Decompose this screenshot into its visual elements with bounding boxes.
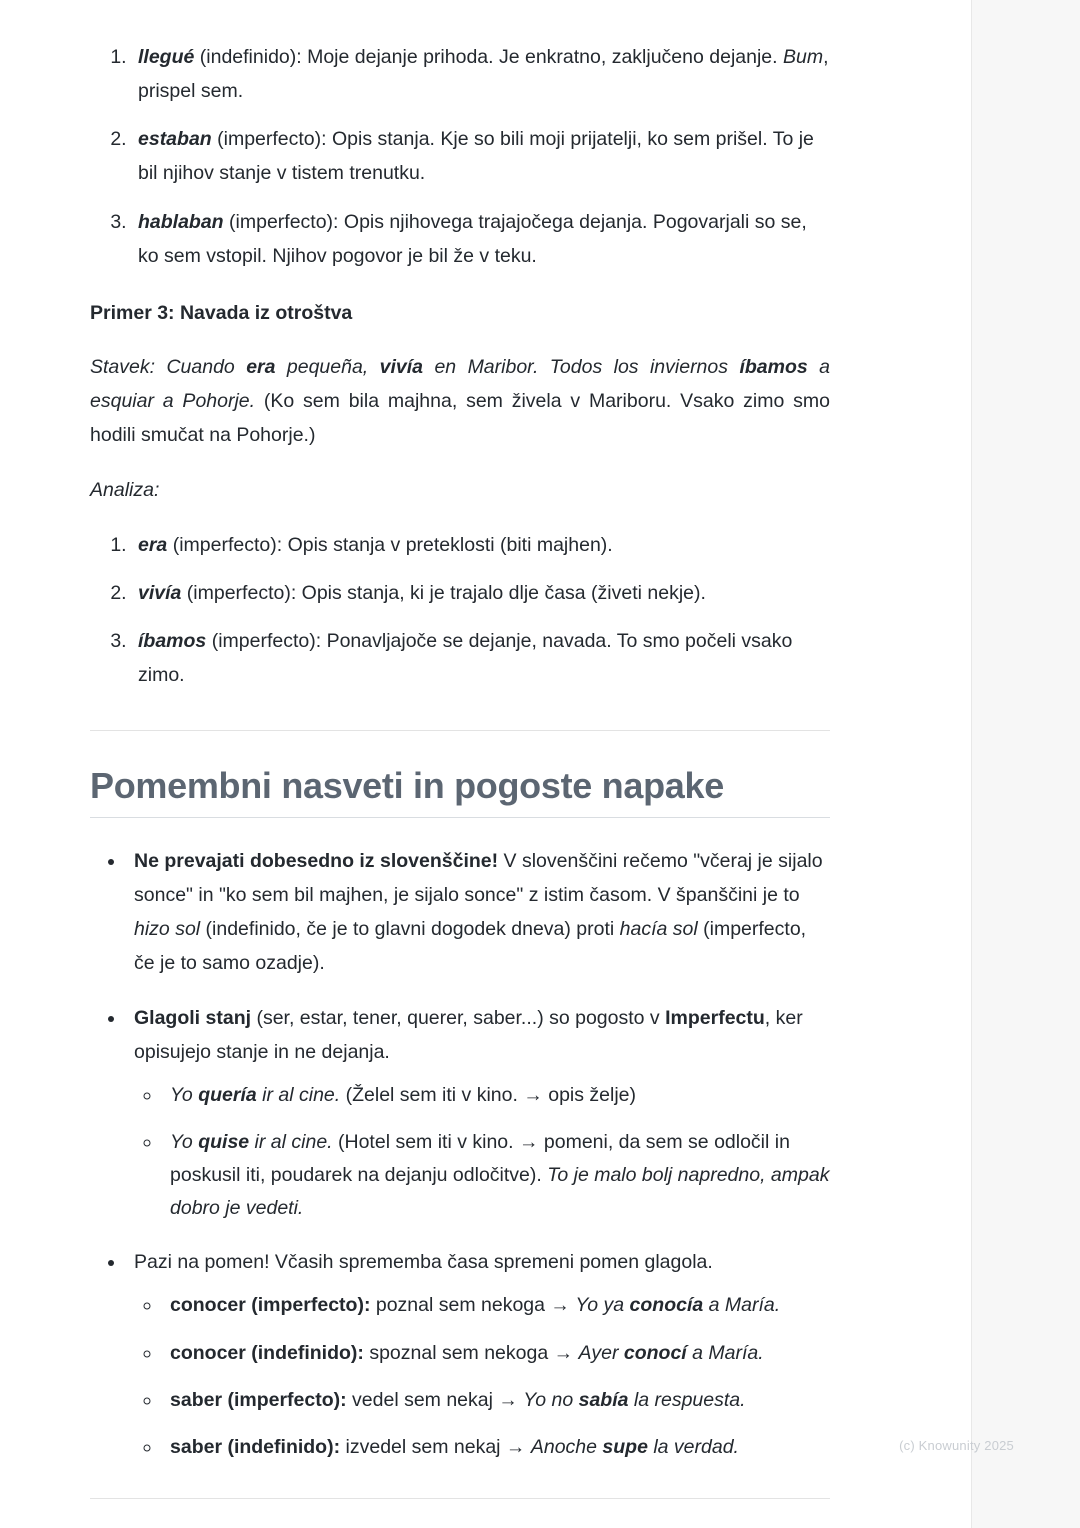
tip-text-part1: V slovenščini rečemo "včeraj je sijalo sonce" in "ko sem bil majhen, je sijalo sonce" z istim časom. V španščini je to <box>134 850 823 907</box>
verb-example-tail: , prispel sem. <box>138 46 829 103</box>
primer3-heading: Primer 3: Navada iz otroštva <box>90 301 353 324</box>
example-label: conocer (imperfecto): <box>170 1294 371 1317</box>
analysis-list-primer2 <box>90 40 830 273</box>
example-label: conocer (indefinido): <box>170 1341 364 1364</box>
example-translation: (Želel sem iti v kino. → opis želje) <box>340 1083 637 1106</box>
example-suffix: ir al cine. <box>249 1130 333 1153</box>
example-suffix: a María. <box>703 1294 781 1317</box>
sentence-mid2: en Maribor. Todos los inviernos <box>423 356 740 378</box>
list-item <box>132 205 830 273</box>
verb-tense: (imperfecto): <box>186 581 297 604</box>
example-verb: quise <box>198 1130 250 1153</box>
list-item <box>162 1384 830 1417</box>
list-item <box>162 1079 830 1112</box>
example-prefix: Ayer <box>578 1341 624 1364</box>
bottom-divider <box>90 1498 830 1499</box>
watermark: (c) Knowunity 2025 <box>899 1438 1014 1453</box>
tip-title: Ne prevajati dobesedno iz slovenščine! <box>134 850 499 873</box>
section-divider <box>90 730 830 731</box>
example-prefix: Yo <box>170 1083 199 1106</box>
analysis-list-primer3 <box>90 528 830 693</box>
tip-text: Pazi na pomen! Včasih sprememba časa spremeni pomen glagola. <box>134 1251 713 1274</box>
verb-term: estaban <box>138 128 212 151</box>
tip-example-hacia-sol: hacía sol <box>619 918 698 941</box>
title-underline <box>90 817 830 818</box>
tip3-sublist <box>134 1289 830 1464</box>
page-right-gutter <box>971 0 1080 1528</box>
example-verb: supe <box>602 1435 648 1458</box>
example-meaning: spoznal sem nekoga → <box>363 1341 579 1364</box>
list-item <box>162 1289 830 1322</box>
list-item <box>126 1001 830 1226</box>
example-meaning: vedel sem nekaj → <box>346 1388 524 1411</box>
list-item <box>162 1126 830 1225</box>
example-prefix: Anoche <box>530 1435 603 1458</box>
tip-text-part2: (indefinido, če je to glavni dogodek dneva) proti <box>200 918 620 941</box>
example-verb: sabía <box>578 1388 629 1411</box>
example-label: saber (imperfecto): <box>170 1388 347 1411</box>
example-suffix: ir al cine. <box>256 1083 341 1106</box>
list-item <box>132 576 830 610</box>
verb-explanation: Opis stanja, ki je trajalo dlje časa (živeti nekje). <box>296 581 706 604</box>
verb-tense: (imperfecto): <box>211 629 322 652</box>
list-item <box>132 624 830 692</box>
tip-text-part2: , ker opisujejo stanje in ne dejanja. <box>134 1006 803 1063</box>
tip-title: Glagoli stanj <box>134 1006 252 1029</box>
sentence-verb-era: era <box>246 356 276 378</box>
verb-term: hablaban <box>138 210 224 233</box>
verb-term: vivía <box>138 581 182 604</box>
verb-term: era <box>138 533 168 556</box>
primer3-sentence <box>90 350 830 452</box>
verb-tense: (indefinido): <box>199 46 302 68</box>
page-title: Pomembni nasveti in pogoste napake <box>90 765 724 807</box>
example-note: To je malo bolj napredno, ampak dobro je vedeti. <box>170 1164 830 1220</box>
tip-emphasis-imperfectu: Imperfectu <box>665 1006 765 1029</box>
example-prefix: Yo no <box>523 1388 579 1411</box>
analiza-label: Analiza: <box>90 479 160 502</box>
list-item <box>132 122 830 190</box>
document-content <box>90 40 830 1499</box>
sentence-mid3: a esquiar a Pohorje. <box>90 356 830 413</box>
tip-text-part3: (imperfecto, če je to samo ozadje). <box>134 918 807 975</box>
verb-explanation: Moje dejanje prihoda. Je enkratno, zaključeno dejanje. <box>301 46 783 68</box>
sentence-verb-vivia: vivía <box>379 356 424 378</box>
tips-list <box>90 844 830 1464</box>
verb-tense: (imperfecto): <box>172 533 283 556</box>
list-item <box>126 1245 830 1464</box>
tip-text-part1: (ser, estar, tener, querer, saber...) so pogosto v <box>251 1006 666 1029</box>
verb-term: llegué <box>138 46 195 68</box>
tip-example-hizo-sol: hizo sol <box>134 918 201 941</box>
example-meaning: izvedel sem nekaj → <box>340 1435 531 1458</box>
verb-explanation: Opis stanja. Kje so bili moji prijatelji, ko sem prišel. To je bil njihov stanje v tistem trenutku. <box>138 128 814 185</box>
example-suffix: la respuesta. <box>628 1388 746 1411</box>
example-label: saber (indefinido): <box>170 1435 341 1458</box>
sentence-verb-ibamos: íbamos <box>739 356 808 378</box>
example-suffix: a María. <box>686 1341 764 1364</box>
example-translation: (Hotel sem iti v kino. → pomeni, da sem se odločil in poskusil iti, poudarek na dejanju odločitve). <box>170 1130 790 1187</box>
verb-example-italic: Bum <box>782 46 824 68</box>
list-item <box>162 1337 830 1370</box>
example-verb: conocía <box>629 1294 704 1317</box>
example-verb: quería <box>198 1083 257 1106</box>
verb-term: íbamos <box>138 629 207 652</box>
example-meaning: poznal sem nekoga → <box>370 1294 576 1317</box>
list-item <box>132 40 830 108</box>
sentence-lead: Stavek: Cuando <box>90 356 247 378</box>
verb-explanation: Ponavljajoče se dejanje, navada. To smo počeli vsako zimo. <box>138 629 793 686</box>
sentence-mid1: pequeña, <box>275 356 380 378</box>
list-item <box>126 844 830 981</box>
example-prefix: Yo <box>170 1130 199 1153</box>
list-item <box>132 528 830 562</box>
verb-explanation: Opis njihovega trajajočega dejanja. Pogovarjali so se, ko sem vstopil. Njihov pogovor je bil že v teku. <box>138 210 807 267</box>
verb-explanation: Opis stanja v preteklosti (biti majhen). <box>282 533 613 556</box>
example-verb: conocí <box>623 1341 687 1364</box>
sentence-translation: (Ko sem bila majhna, sem živela v Mariboru. Vsako zimo smo hodili smučat na Pohorje.) <box>90 390 830 447</box>
verb-tense: (imperfecto): <box>217 128 327 151</box>
example-prefix: Yo ya <box>575 1294 630 1317</box>
example-suffix: la verdad. <box>647 1435 739 1458</box>
tip2-sublist <box>134 1079 830 1226</box>
list-item <box>162 1431 830 1464</box>
verb-tense: (imperfecto): <box>229 210 339 233</box>
